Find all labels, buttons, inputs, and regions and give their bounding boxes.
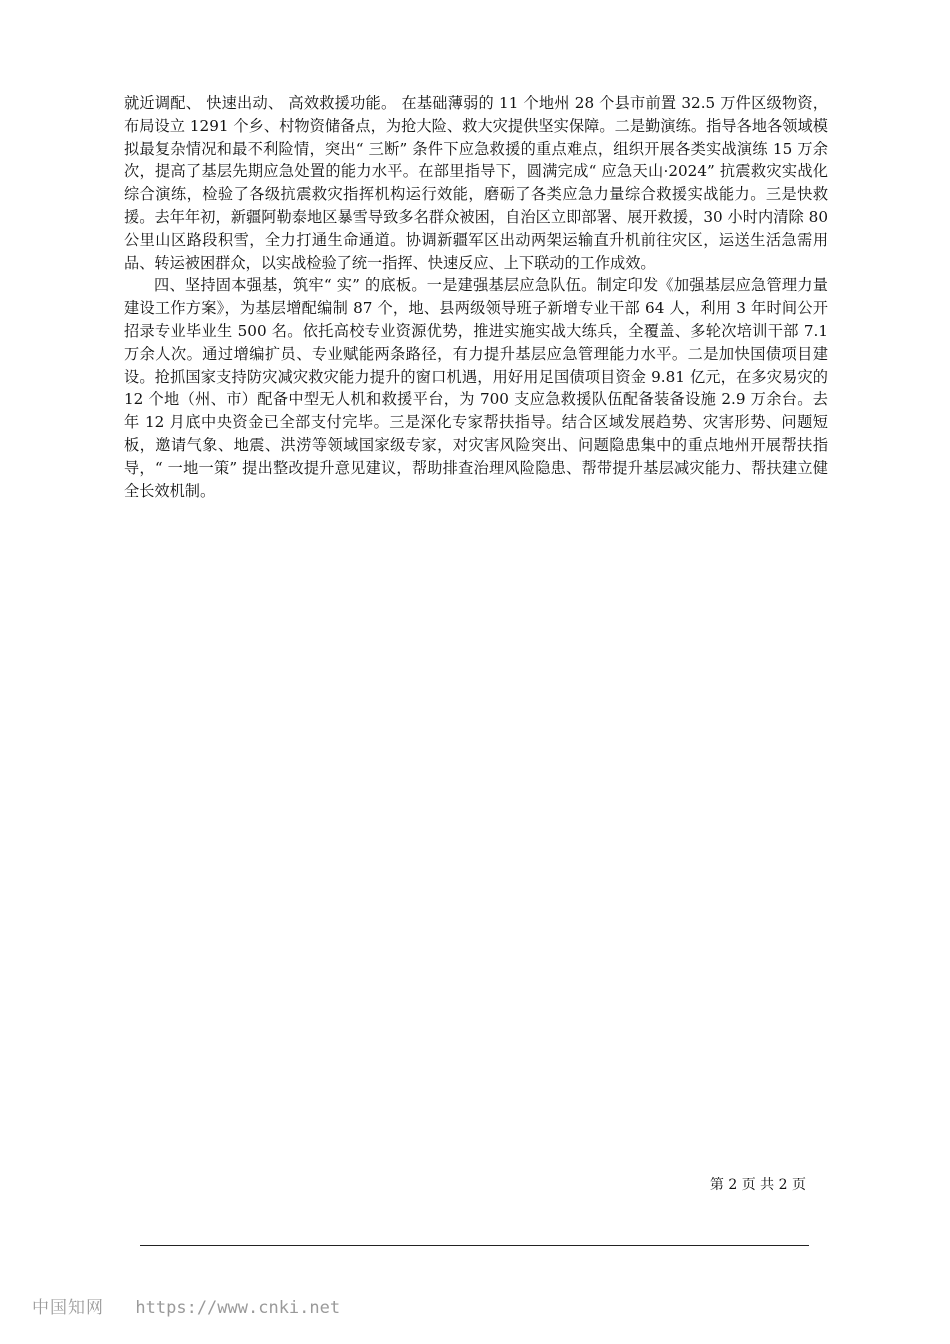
- footer-divider: [140, 1245, 809, 1246]
- document-body: [124, 92, 828, 502]
- cnki-watermark: [32, 1293, 340, 1318]
- page-number: 第 2 页 共 2 页: [709, 1177, 806, 1193]
- paragraph-section-four: 四、坚持固本强基，筑牢“ 实” 的底板。一是建强基层应急队伍。制定印发《加强基层应急管理力量建设工作方案》，为基层增配编制 87 个，地、县两级领导班子新增专业干部 64 人，利用 3 年时间公开招录专业毕业生 500 名。依托高校专业资源优势，推进实施实战大练兵，全覆盖、多轮次培训干部 7.1 万余人次。通过增编扩员、专业赋能两条路径，有力提升基层应急管理能力水平。二是加快国债项目建设。抢抓国家支持防灾减灾救灾能力提升的窗口机遇，用好用足国债项目资金 9.81 亿元，在多灾易灾的 12 个地（州、市）配备中型无人机和救援平台，为 700 支应急救援队伍配备装备设施 2.9 万余台。去年 12 月底中央资金已全部支付完毕。三是深化专家帮扶指导。结合区域发展趋势、灾害形势、问题短板，邀请气象、地震、洪涝等领域国家级专家，对灾害风险突出、问题隐患集中的重点地州开展帮扶指导，“ 一地一策” 提出整改提升意见建议，帮助排查治理风险隐患、帮带提升基层减灾能力、帮扶建立健全长效机制。: [124, 276, 828, 500]
- watermark-brand: 中国知网: [32, 1298, 104, 1318]
- watermark-url: https://www.cnki.net: [135, 1298, 341, 1318]
- paragraph-continued: 就近调配、 快速出动、 高效救援功能。 在基础薄弱的 11 个地州 28 个县市前置 32.5 万件区级物资，布局设立 1291 个乡、村物资储备点，为抢大险、救大灾提供坚实保障。二是勤演练。指导各地各领域模拟最复杂情况和最不利险情，突出“ 三断” 条件下应急救援的重点难点，组织开展各类实战演练 15 万余次，提高了基层先期应急处置的能力水平。在部里指导下，圆满完成“ 应急天山·2024” 抗震救灾实战化综合演练，检验了各级抗震救灾指挥机构运行效能，磨砺了各类应急力量综合救援实战能力。三是快救援。去年年初，新疆阿勒泰地区暴雪导致多名群众被困，自治区立即部署、展开救援，30 小时内清除 80 公里山区路段积雪，全力打通生命通道。协调新疆军区出动两架运输直升机前往灾区，运送生活急需用品、转运被困群众，以实战检验了统一指挥、快速反应、上下联动的工作成效。: [124, 94, 828, 272]
